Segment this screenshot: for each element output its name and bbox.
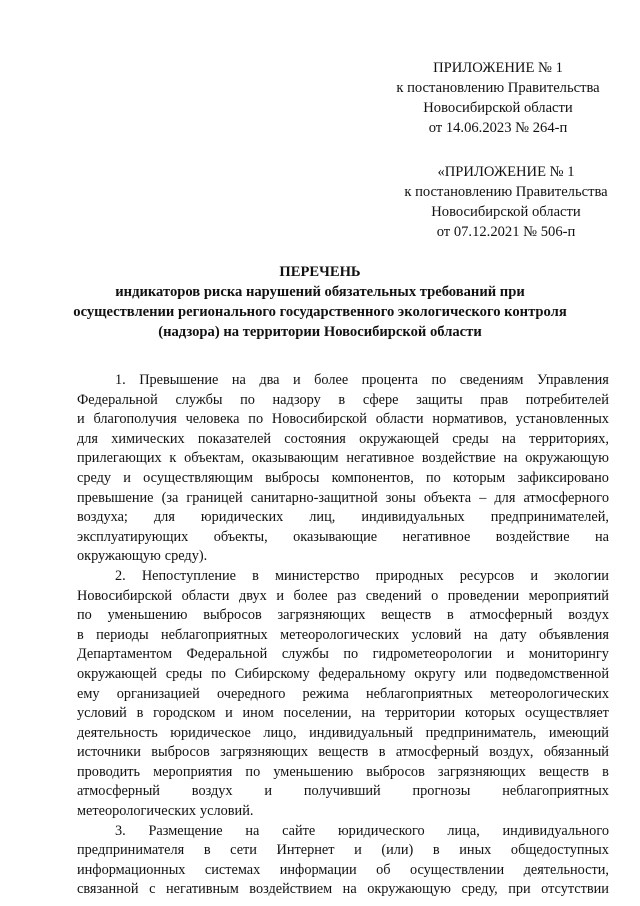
word: благополучия <box>93 411 177 428</box>
text-line <box>77 449 609 469</box>
word: – <box>479 489 487 506</box>
word: потребителей <box>525 391 609 408</box>
word: в <box>252 567 259 584</box>
word: условий. <box>200 803 254 820</box>
word: негативным <box>165 881 239 898</box>
word: деятельности, <box>523 861 609 878</box>
word: по <box>431 372 447 388</box>
text-line <box>77 371 609 391</box>
word: раз <box>337 587 357 604</box>
word: ресурсов <box>459 567 515 584</box>
word: состояния <box>284 430 346 447</box>
word: метеорологических <box>489 685 609 702</box>
word: ему <box>77 685 100 702</box>
word: атмосферный <box>469 607 553 624</box>
word: загрязняющих <box>437 763 526 780</box>
word: и <box>264 783 273 800</box>
word: мероприятий <box>528 587 609 604</box>
word: проведении <box>447 587 520 604</box>
word: предприниматель, <box>425 724 537 741</box>
word: очередного <box>217 685 286 702</box>
appendix-header-previous <box>388 162 624 242</box>
word: природных <box>375 567 444 584</box>
word: деятельность <box>77 724 158 741</box>
word: человека <box>185 411 240 428</box>
word: лица, <box>447 822 480 839</box>
word: в <box>432 842 440 859</box>
word: двух <box>238 587 267 604</box>
word: выбросов <box>151 744 210 761</box>
word: зафиксировано <box>517 469 609 486</box>
text-line <box>77 508 609 528</box>
word: Непоступление <box>141 567 237 584</box>
word: окружающую <box>525 450 609 467</box>
word: эксплуатирующих <box>77 528 189 545</box>
word: метеорологических <box>77 803 197 820</box>
word: веществ <box>318 744 369 761</box>
word: территории <box>384 705 456 722</box>
word: территориях, <box>529 430 609 447</box>
word: 2. <box>115 567 126 584</box>
word: воздействие <box>421 450 496 467</box>
heading-subtitle-line: индикаторов риска нарушений обязательных требований при <box>115 284 525 300</box>
word: Сибирскому <box>234 665 310 682</box>
word: выбросы <box>265 469 320 486</box>
word: в <box>77 626 84 643</box>
word: более <box>293 587 328 604</box>
word: информационных <box>77 861 186 878</box>
word: защиты <box>416 391 463 408</box>
word: неблагоприятных <box>502 783 609 800</box>
appendix-date: от 07.12.2021 № 506-п <box>436 224 576 240</box>
word: Управления <box>536 372 609 388</box>
word: прав <box>480 391 509 408</box>
word: атмосферный <box>77 783 160 800</box>
word: в <box>136 705 144 722</box>
word: сайте <box>282 822 316 839</box>
word: прилегающих <box>77 450 162 467</box>
text-line <box>77 861 609 881</box>
word: и <box>530 567 539 584</box>
word: Департаментом <box>77 646 173 663</box>
document-heading <box>68 262 572 342</box>
text-line <box>77 626 609 646</box>
appendix-date: от 14.06.2023 № 264-п <box>428 120 568 136</box>
word: об <box>376 861 391 878</box>
word: дату <box>500 626 527 643</box>
heading-subtitle-line: (надзора) на территории Новосибирской области <box>158 324 482 340</box>
paragraph-1 <box>77 371 609 567</box>
text-line <box>77 880 609 900</box>
word: негативное <box>346 450 415 467</box>
word: к <box>169 450 177 467</box>
word: юридических <box>200 509 284 526</box>
text-line <box>77 665 609 685</box>
word: условий <box>77 705 127 722</box>
text-line <box>77 645 609 665</box>
word: индивидуального <box>502 822 609 839</box>
word: воздействием <box>249 881 333 898</box>
text-line <box>77 587 609 607</box>
text-line <box>77 489 609 509</box>
word: и <box>276 587 284 604</box>
word: получивший <box>303 783 381 800</box>
word: о <box>431 587 439 604</box>
word: или <box>464 665 487 682</box>
word: компонентов, <box>331 469 414 486</box>
heading-subtitle-line: осуществлении регионального государственного экологического контроля <box>73 304 567 320</box>
word: системах <box>204 861 261 878</box>
word: информации <box>279 861 357 878</box>
word: области <box>181 587 230 604</box>
word: два <box>259 372 280 388</box>
word: окружающей <box>77 665 157 682</box>
word: в <box>602 763 609 780</box>
word: загрязняющих <box>277 607 366 624</box>
word: неблагоприятных <box>366 685 473 702</box>
word: городском <box>153 705 216 722</box>
word: (или) <box>381 842 414 859</box>
word: веществ <box>538 763 590 780</box>
word: выбросов <box>203 607 262 624</box>
word: Федеральной <box>186 646 268 663</box>
word: зоны <box>385 489 416 506</box>
word: на <box>245 822 260 839</box>
word: среду <box>77 469 112 486</box>
word: сведений <box>365 587 422 604</box>
word: имеющий <box>548 724 609 741</box>
word: среды <box>165 665 203 682</box>
word: источники <box>77 744 141 761</box>
word: по <box>211 665 226 682</box>
word: выбросов <box>366 763 425 780</box>
word: Федеральной <box>77 391 158 408</box>
text-line <box>77 841 609 861</box>
word: оказывающим <box>251 450 339 467</box>
word: окружающей <box>359 430 439 447</box>
word: и <box>506 646 515 663</box>
appendix-line: к постановлению Правительства <box>404 184 608 200</box>
text-line <box>77 685 609 705</box>
word: установленных <box>515 411 609 428</box>
word: предпринимателя <box>77 842 185 859</box>
word: в <box>447 607 454 624</box>
word: округу <box>414 665 456 682</box>
word: общедоступных <box>510 842 609 859</box>
word: Интернет <box>276 842 335 859</box>
word: области <box>375 411 424 428</box>
text-line <box>77 763 609 783</box>
word: в <box>378 744 386 761</box>
word: поселении, <box>283 705 352 722</box>
word: объявления <box>539 626 609 643</box>
word: юридическое <box>170 724 251 741</box>
word: экологии <box>554 567 609 584</box>
word: в <box>338 391 346 408</box>
word: границей <box>186 489 243 506</box>
word: осуществлении <box>410 861 505 878</box>
text-line <box>77 606 609 626</box>
word: индивидуальный <box>309 724 414 741</box>
word: мониторингу <box>528 646 609 663</box>
word: Превышение <box>139 372 219 388</box>
word: по <box>343 646 359 663</box>
word: прогнозы <box>412 783 471 800</box>
word: и <box>77 411 85 428</box>
word: на <box>501 430 516 447</box>
word: и <box>225 705 233 722</box>
text-line <box>77 802 609 822</box>
word: на <box>231 372 246 388</box>
word: мероприятия <box>153 763 233 780</box>
text-line <box>77 469 609 489</box>
word: воздух <box>568 607 609 624</box>
word: гидрометеорологии <box>372 646 493 663</box>
word: по <box>240 391 255 408</box>
text-line <box>77 528 609 548</box>
word: на <box>473 626 488 643</box>
word: министерство <box>275 567 360 584</box>
word: уменьшению <box>273 763 354 780</box>
word: периоды <box>96 626 149 643</box>
word: неблагоприятных <box>160 626 268 643</box>
word: организацией <box>116 685 200 702</box>
word: и <box>354 842 362 859</box>
word: показателей <box>197 430 272 447</box>
text-line <box>77 704 609 724</box>
word: для <box>153 509 175 526</box>
text-line <box>77 430 609 450</box>
appendix-line: Новосибирской области <box>431 204 581 220</box>
word: воздух, <box>489 744 534 761</box>
word: сети <box>230 842 257 859</box>
word: среду). <box>164 548 208 565</box>
word: юридического <box>338 822 425 839</box>
appendix-line: Новосибирской области <box>423 100 573 116</box>
word: режима <box>302 685 349 702</box>
word: на <box>503 450 518 467</box>
word: и <box>292 372 301 388</box>
text-line <box>77 567 609 587</box>
word: проводить <box>77 763 141 780</box>
heading-title: ПЕРЕЧЕНЬ <box>279 264 361 280</box>
word: с <box>149 881 156 898</box>
word: для <box>77 430 98 447</box>
word: подведомственной <box>495 665 609 682</box>
word: (за <box>161 489 179 506</box>
word: на <box>342 881 357 898</box>
word: процента <box>361 372 419 388</box>
word: лицо, <box>263 724 297 741</box>
word: окружающую <box>367 881 451 898</box>
word: ином <box>242 705 274 722</box>
word: превышение <box>77 489 154 506</box>
text-line <box>77 410 609 430</box>
word: сведениям <box>459 372 524 388</box>
word: на <box>594 528 609 545</box>
text-line <box>77 822 609 842</box>
word: связанной <box>77 881 139 898</box>
word: более <box>314 372 349 388</box>
word: среды <box>452 430 489 447</box>
word: оказывающие <box>293 528 378 545</box>
word: на <box>361 705 376 722</box>
appendix-title: «ПРИЛОЖЕНИЕ № 1 <box>437 164 575 180</box>
word: для <box>494 489 516 506</box>
word: 1. <box>115 372 126 388</box>
word: по <box>77 607 92 624</box>
word: Новосибирской <box>271 411 367 428</box>
word: которых <box>464 705 516 722</box>
word: уменьшению <box>107 607 188 624</box>
word: службы <box>281 646 329 663</box>
word: воздух <box>191 783 233 800</box>
word: по <box>425 469 441 486</box>
word: Новосибирской <box>77 587 173 604</box>
paragraph-2 <box>77 567 609 822</box>
word: воздействие <box>495 528 570 545</box>
word: объекты, <box>213 528 268 545</box>
word: окружающую <box>77 548 161 565</box>
word: химических <box>111 430 185 447</box>
word: федеральному <box>318 665 406 682</box>
word: объектам, <box>184 450 245 467</box>
word: иных <box>459 842 492 859</box>
word: индивидуальных <box>361 509 465 526</box>
word: отсутствии <box>541 881 609 898</box>
text-line <box>77 743 609 763</box>
word: атмосферный <box>395 744 479 761</box>
word: воздуха; <box>77 509 128 526</box>
word: которым <box>453 469 506 486</box>
word: в <box>203 842 211 859</box>
text-line <box>77 547 609 567</box>
word: объекта <box>423 489 472 506</box>
appendix-line: к постановлению Правительства <box>396 80 600 96</box>
word: лиц, <box>309 509 336 526</box>
word: метеорологических <box>280 626 400 643</box>
word: санитарно-защитной <box>250 489 378 506</box>
word: веществ <box>381 607 432 624</box>
text-line <box>77 391 609 411</box>
word: атмосферного <box>523 489 609 506</box>
word: 3. <box>115 822 126 839</box>
word: Размещение <box>148 822 223 839</box>
word: сфере <box>362 391 399 408</box>
word: обязанный <box>543 744 609 761</box>
word: осуществляет <box>524 705 609 722</box>
paragraph-3 <box>77 822 609 900</box>
appendix-title: ПРИЛОЖЕНИЕ № 1 <box>433 60 563 76</box>
word: негативное <box>402 528 471 545</box>
document-body <box>77 371 609 900</box>
text-line <box>77 724 609 744</box>
appendix-header-current <box>388 58 608 138</box>
word: осуществляющим <box>143 469 253 486</box>
word: и <box>123 469 131 486</box>
word: службы <box>175 391 223 408</box>
word: среду, <box>461 881 498 898</box>
word: загрязняющих <box>220 744 309 761</box>
word: надзору <box>272 391 321 408</box>
text-line <box>77 782 609 802</box>
word: по <box>245 763 261 780</box>
word: условий <box>411 626 462 643</box>
word: предпринимателей, <box>490 509 609 526</box>
word: по <box>248 411 264 428</box>
word: при <box>508 881 531 898</box>
word: нормативов, <box>432 411 508 428</box>
